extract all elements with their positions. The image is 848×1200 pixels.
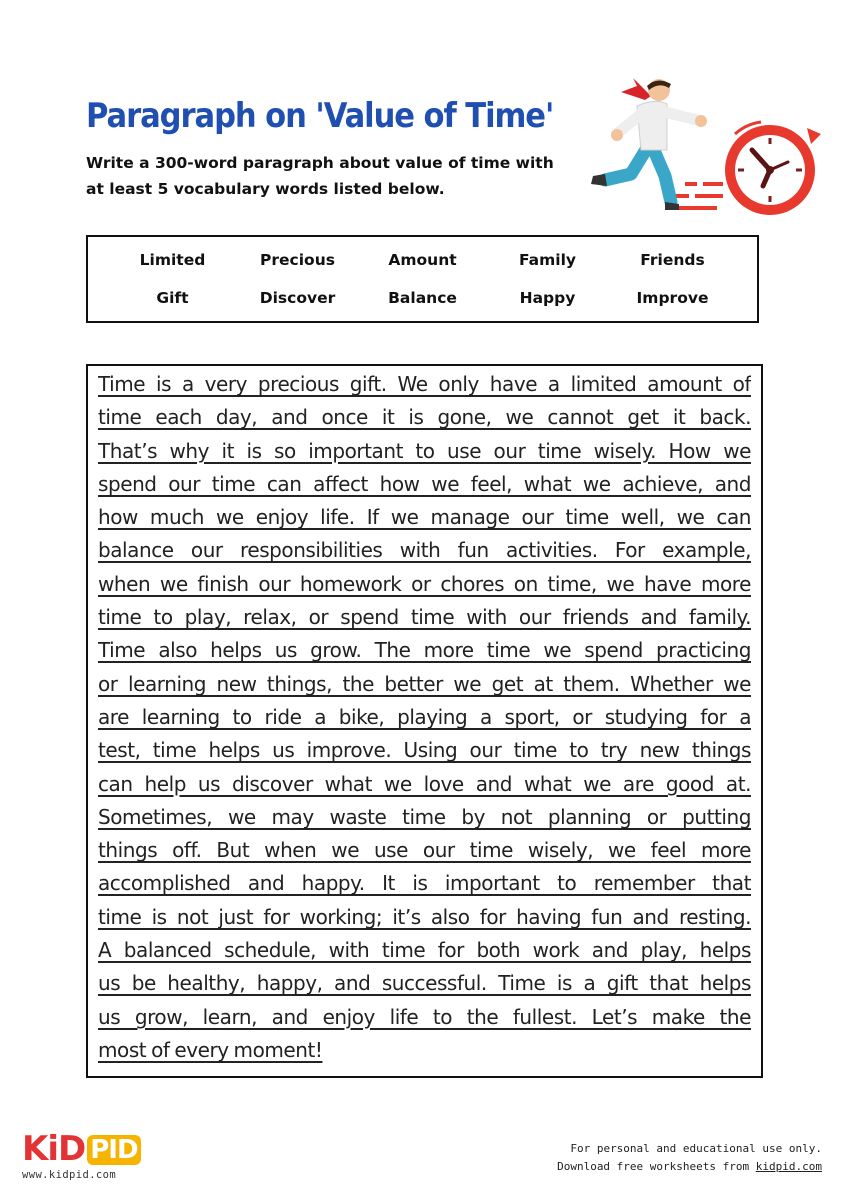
logo-pid-text: PID xyxy=(87,1135,140,1165)
essay-line: balance our responsibilities with fun activities. For example, xyxy=(98,538,751,563)
logo-kid-text: KiD xyxy=(22,1129,86,1169)
essay-line: or learning new things, the better we get at them. Whether we xyxy=(98,671,751,696)
essay-line: test, time helps us improve. Using our time to try new things xyxy=(98,738,751,763)
footer-note-prefix: Download free worksheets from xyxy=(557,1160,756,1173)
essay-line: spend our time can affect how we feel, what we achieve, and xyxy=(98,471,751,496)
kidpid-logo xyxy=(22,1129,141,1181)
instructions-text: Write a 300-word paragraph about value of time with at least 5 vocabulary words listed below. xyxy=(86,154,554,198)
essay-line: how much we enjoy life. If we manage our time well, we can xyxy=(98,505,751,530)
essay-line: when we finish our homework or chores on time, we have more xyxy=(98,571,751,596)
vocab-word-improve: Improve xyxy=(636,289,709,307)
footer-note xyxy=(557,1140,822,1176)
vocab-word-happy: Happy xyxy=(519,289,576,307)
essay-line: time each day, and once it is gone, we cannot get it back. xyxy=(98,405,751,430)
running-man-clock-icon xyxy=(585,78,825,220)
essay-line: A balanced schedule, with time for both work and play, helps xyxy=(98,938,751,963)
essay-box xyxy=(86,364,763,1078)
essay-paragraph xyxy=(98,368,751,1067)
footer-link[interactable]: kidpid.com xyxy=(755,1160,822,1173)
essay-line: Time also helps us grow. The more time we spend practicing xyxy=(98,638,751,663)
vocab-word-limited: Limited xyxy=(139,251,206,269)
vocab-word-friends: Friends xyxy=(640,251,705,269)
essay-line: can help us discover what we love and what we are good at. xyxy=(98,771,751,796)
logo-mark xyxy=(22,1129,141,1169)
essay-line: things off. But when we use our time wisely, we feel more xyxy=(98,838,751,863)
essay-line: are learning to ride a bike, playing a sport, or studying for a xyxy=(98,704,751,729)
essay-line: Time is a very precious gift. We only have a limited amount of xyxy=(98,372,751,396)
essay-line: accomplished and happy. It is important to remember that xyxy=(98,871,751,896)
vocab-word-balance: Balance xyxy=(388,289,457,307)
essay-line: us grow, learn, and enjoy life to the fullest. Let’s make the xyxy=(98,1004,751,1029)
essay-line: us be healthy, happy, and successful. Time is a gift that helps xyxy=(98,971,751,996)
vocabulary-box xyxy=(86,235,759,323)
footer-note-line2 xyxy=(557,1158,822,1176)
page-title: Paragraph on 'Value of Time' xyxy=(86,96,554,136)
vocab-word-gift: Gift xyxy=(156,289,189,307)
essay-line: time to play, relax, or spend time with our friends and family. xyxy=(98,605,751,630)
footer-note-line1: For personal and educational use only. xyxy=(570,1142,822,1155)
logo-url: www.kidpid.com xyxy=(22,1169,117,1181)
vocab-word-precious: Precious xyxy=(260,251,335,269)
vocab-word-discover: Discover xyxy=(259,289,336,307)
vocab-word-family: Family xyxy=(518,251,577,269)
essay-line: most of every moment! xyxy=(98,1037,323,1062)
essay-line: That’s why it is so important to use our time wisely. How we xyxy=(98,438,751,463)
essay-line: Sometimes, we may waste time by not planning or putting xyxy=(98,804,751,829)
vocab-word-amount: Amount xyxy=(388,251,457,269)
essay-line: time is not just for working; it’s also for having fun and resting. xyxy=(98,904,751,929)
